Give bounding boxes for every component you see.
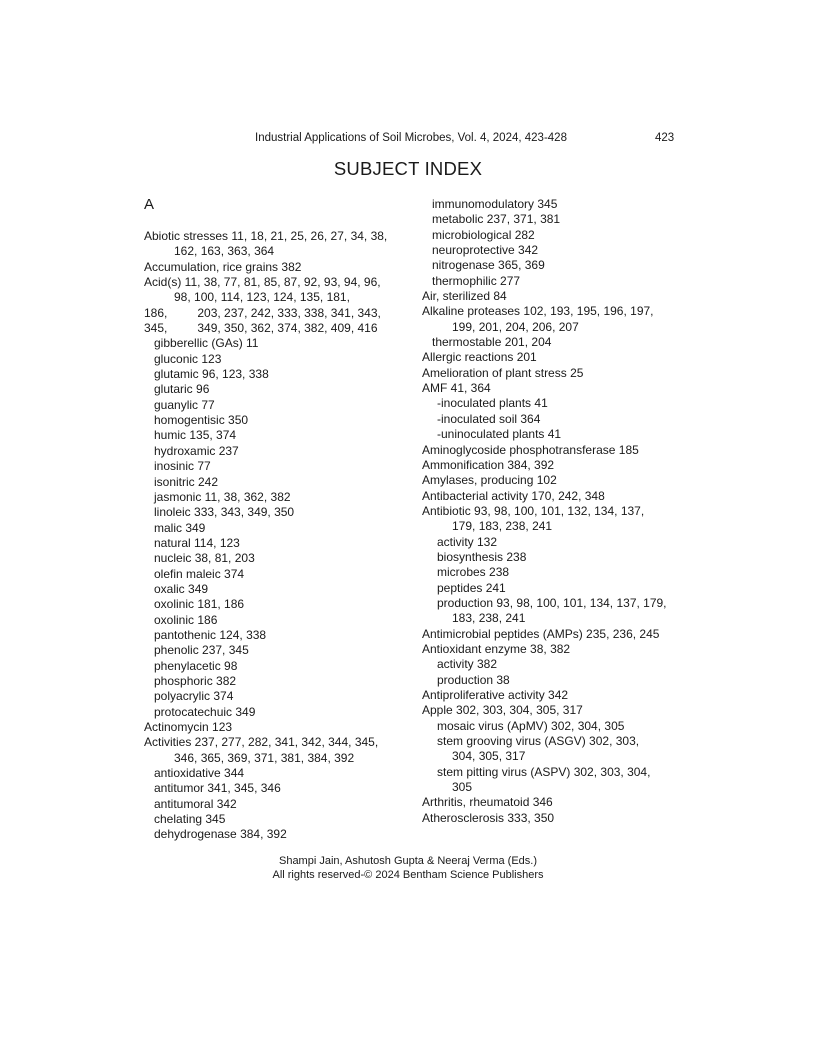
entry-text: Abiotic stresses 11, 18, 21, 25, 26, 27, 34, 38, <box>144 229 388 243</box>
index-entry <box>144 735 414 766</box>
entry-continuation: 304, 305, 317 <box>452 749 526 764</box>
index-subentry <box>422 396 694 411</box>
entry-text: thermophilic 277 <box>432 273 521 288</box>
index-entry <box>144 275 414 336</box>
index-subentry <box>144 551 414 566</box>
entry-text: microbes 238 <box>437 565 510 580</box>
index-subentry <box>144 367 414 382</box>
index-subentry <box>144 428 414 443</box>
index-subentry <box>422 427 694 442</box>
index-entry <box>144 229 414 260</box>
entry-continuation: 349, 350, 362, 374, 382, 409, 416 <box>197 321 378 336</box>
entry-text: Activities 237, 277, 282, 341, 342, 344, 345, <box>144 735 379 750</box>
entry-text: protocatechuic 349 <box>154 704 256 719</box>
entry-text: humic 135, 374 <box>154 428 237 443</box>
entry-continuation: 305 <box>452 780 473 795</box>
index-subentry <box>144 521 414 536</box>
entry-text: nitrogenase 365, 369 <box>432 258 545 273</box>
entry-text: production 93, 98, 100, 101, 134, 137, 179, <box>437 595 667 610</box>
entry-text: Antibacterial activity 170, 242, 348 <box>422 488 605 503</box>
index-entry <box>422 627 694 642</box>
entry-text: natural 114, 123 <box>154 535 240 550</box>
index-subentry <box>144 781 414 796</box>
index-subentry <box>422 258 694 273</box>
index-subentry <box>144 766 414 781</box>
entry-text: microbiological 282 <box>432 227 535 242</box>
index-subentry <box>144 597 414 612</box>
index-subentry <box>144 812 414 827</box>
editors-line: Shampi Jain, Ashutosh Gupta & Neeraj Verma (Eds.) <box>278 855 538 867</box>
index-column-right <box>422 197 694 826</box>
index-subentry <box>144 797 414 812</box>
index-entry <box>144 260 414 275</box>
entry-text: olefin maleic 374 <box>154 566 245 581</box>
index-subentry <box>144 705 414 720</box>
page-title: SUBJECT INDEX <box>333 158 483 179</box>
index-subentry <box>144 382 414 397</box>
entry-text: Apple 302, 303, 304, 305, 317 <box>422 703 583 718</box>
page-number: 423 <box>655 132 675 144</box>
entry-continuation: 98, 100, 114, 123, 124, 135, 181, 186, <box>144 290 350 320</box>
entry-text: glutamic 96, 123, 338 <box>154 367 269 382</box>
index-subentry <box>422 212 694 227</box>
section-letter: A <box>144 196 155 213</box>
entry-text: stem pitting virus (ASPV) 302, 303, 304, <box>437 764 651 779</box>
entry-text: oxolinic 186 <box>154 612 218 627</box>
entry-text: gluconic 123 <box>154 351 222 366</box>
index-entry <box>422 811 694 826</box>
entry-text: peptides 241 <box>437 580 506 595</box>
entry-text: thermostable 201, 204 <box>432 335 552 350</box>
index-subentry <box>422 765 694 796</box>
index-entry <box>422 703 694 718</box>
entry-text: linoleic 333, 343, 349, 350 <box>154 505 295 520</box>
index-subentry <box>144 628 414 643</box>
entry-text: Alkaline proteases 102, 193, 195, 196, 197, <box>422 304 654 319</box>
entry-text: -inoculated plants 41 <box>437 396 548 411</box>
index-subentry <box>422 535 694 550</box>
index-entry <box>422 795 694 810</box>
index-entry <box>422 289 694 304</box>
index-subentry <box>144 490 414 505</box>
index-entry <box>422 350 694 365</box>
entry-text: Allergic reactions 201 <box>422 350 537 365</box>
entry-continuation: 179, 183, 238, 241 <box>452 519 553 534</box>
index-entry <box>422 458 694 473</box>
entry-text: Antimicrobial peptides (AMPs) 235, 236, 245 <box>422 626 660 641</box>
entry-text: Amelioration of plant stress 25 <box>422 365 584 380</box>
index-subentry <box>144 536 414 551</box>
entry-text: Air, sterilized 84 <box>422 289 507 304</box>
index-subentry <box>144 674 414 689</box>
entry-text: production 38 <box>437 672 510 687</box>
entry-text: guanylic 77 <box>154 397 215 412</box>
index-subentry <box>422 197 694 212</box>
entry-text: malic 349 <box>154 520 206 535</box>
index-subentry <box>422 657 694 672</box>
entry-continuation: 346, 365, 369, 371, 381, 384, 392 <box>174 750 355 765</box>
index-entry <box>422 366 694 381</box>
entry-text: Acid(s) 11, 38, 77, 81, 85, 87, 92, 93, 94, 96, <box>144 275 381 290</box>
entry-text: chelating 345 <box>154 812 226 827</box>
entry-text: stem grooving virus (ASGV) 302, 303, <box>437 734 640 749</box>
entry-text: Actinomycin 123 <box>144 720 233 734</box>
index-subentry <box>144 643 414 658</box>
entry-text: -uninoculated plants 41 <box>437 427 562 442</box>
index-subentry <box>144 827 414 842</box>
index-subentry <box>144 582 414 597</box>
index-subentry <box>144 444 414 459</box>
index-subentry <box>422 335 694 350</box>
index-entry <box>422 304 694 335</box>
entry-text: mosaic virus (ApMV) 302, 304, 305 <box>437 718 625 733</box>
entry-text: neuroprotective 342 <box>432 243 539 258</box>
entry-text: phenolic 237, 345 <box>154 643 249 658</box>
index-subentry <box>144 352 414 367</box>
entry-text: Antibiotic 93, 98, 100, 101, 132, 134, 137, <box>422 503 645 518</box>
entry-text: metabolic 237, 371, 381 <box>432 212 561 227</box>
entry-text: oxalic 349 <box>154 581 209 596</box>
entry-text: isonitric 242 <box>154 474 219 489</box>
entry-text: -inoculated soil 364 <box>437 411 541 426</box>
copyright-line: All rights reserved-© 2024 Bentham Science Publishers <box>272 869 544 881</box>
entry-text: activity 132 <box>437 534 498 549</box>
index-subentry <box>144 505 414 520</box>
index-entry <box>422 489 694 504</box>
running-header <box>0 132 816 148</box>
entry-text: phosphoric 382 <box>154 673 237 688</box>
entry-text: antitumoral 342 <box>154 796 237 811</box>
entry-text: jasmonic 11, 38, 362, 382 <box>154 489 291 504</box>
entry-text: nucleic 38, 81, 203 <box>154 551 255 566</box>
entry-continuation: 203, 237, 242, 333, 338, 341, 343, 345, <box>144 305 381 336</box>
index-subentry <box>144 613 414 628</box>
index-subentry <box>144 567 414 582</box>
index-subentry <box>422 673 694 688</box>
index-subentry <box>422 596 694 627</box>
index-entry <box>422 443 694 458</box>
entry-continuation: 162, 163, 363, 364 <box>174 244 275 259</box>
entry-text: phenylacetic 98 <box>154 658 238 673</box>
entry-text: glutaric 96 <box>154 382 210 397</box>
index-subentry <box>422 243 694 258</box>
entry-text: hydroxamic 237 <box>154 443 239 458</box>
entry-text: oxolinic 181, 186 <box>154 597 245 612</box>
entry-text: Arthritis, rheumatoid 346 <box>422 795 553 810</box>
index-subentry <box>422 228 694 243</box>
entry-text: polyacrylic 374 <box>154 689 234 704</box>
entry-text: gibberellic (GAs) 11 <box>154 336 259 351</box>
entry-text: antitumor 341, 345, 346 <box>154 781 281 796</box>
index-subentry <box>422 565 694 580</box>
index-entry <box>422 473 694 488</box>
index-entry <box>422 504 694 535</box>
entry-text: Amylases, producing 102 <box>422 473 557 488</box>
entry-text: Accumulation, rice grains 382 <box>144 259 302 274</box>
index-entry <box>422 642 694 657</box>
entry-text: dehydrogenase 384, 392 <box>154 827 287 842</box>
index-subentry <box>422 719 694 734</box>
index-subentry <box>144 659 414 674</box>
entry-text: antioxidative 344 <box>154 766 245 781</box>
index-subentry <box>422 550 694 565</box>
entry-text: Antioxidant enzyme 38, 382 <box>422 641 571 656</box>
entry-text: Ammonification 384, 392 <box>422 457 555 472</box>
entry-text: homogentisic 350 <box>154 413 249 428</box>
entry-text: immunomodulatory 345 <box>432 197 558 211</box>
entry-continuation: 199, 201, 204, 206, 207 <box>452 319 579 334</box>
entry-text: activity 382 <box>437 657 498 672</box>
index-entry <box>144 720 414 735</box>
index-subentry <box>144 689 414 704</box>
index-subentry <box>422 412 694 427</box>
index-entry <box>422 688 694 703</box>
entry-text: AMF 41, 364 <box>422 381 491 396</box>
index-subentry <box>144 459 414 474</box>
index-subentry <box>144 336 414 351</box>
index-subentry <box>422 274 694 289</box>
page-footer <box>0 854 816 882</box>
entry-text: biosynthesis 238 <box>437 549 527 564</box>
entry-text: inosinic 77 <box>154 459 211 474</box>
index-subentry <box>144 475 414 490</box>
index-subentry <box>422 581 694 596</box>
journal-citation: Industrial Applications of Soil Microbes, Vol. 4, 2024, 423-428 <box>255 132 567 144</box>
index-column-left <box>144 229 414 843</box>
index-subentry <box>144 398 414 413</box>
entry-continuation: 183, 238, 241 <box>452 611 526 626</box>
entry-text: pantothenic 124, 338 <box>154 627 267 642</box>
entry-text: Atherosclerosis 333, 350 <box>422 810 555 825</box>
index-subentry <box>422 734 694 765</box>
index-subentry <box>144 413 414 428</box>
entry-text: Antiproliferative activity 342 <box>422 688 569 702</box>
entry-text: Aminoglycoside phosphotransferase 185 <box>422 442 639 457</box>
index-entry <box>422 381 694 396</box>
